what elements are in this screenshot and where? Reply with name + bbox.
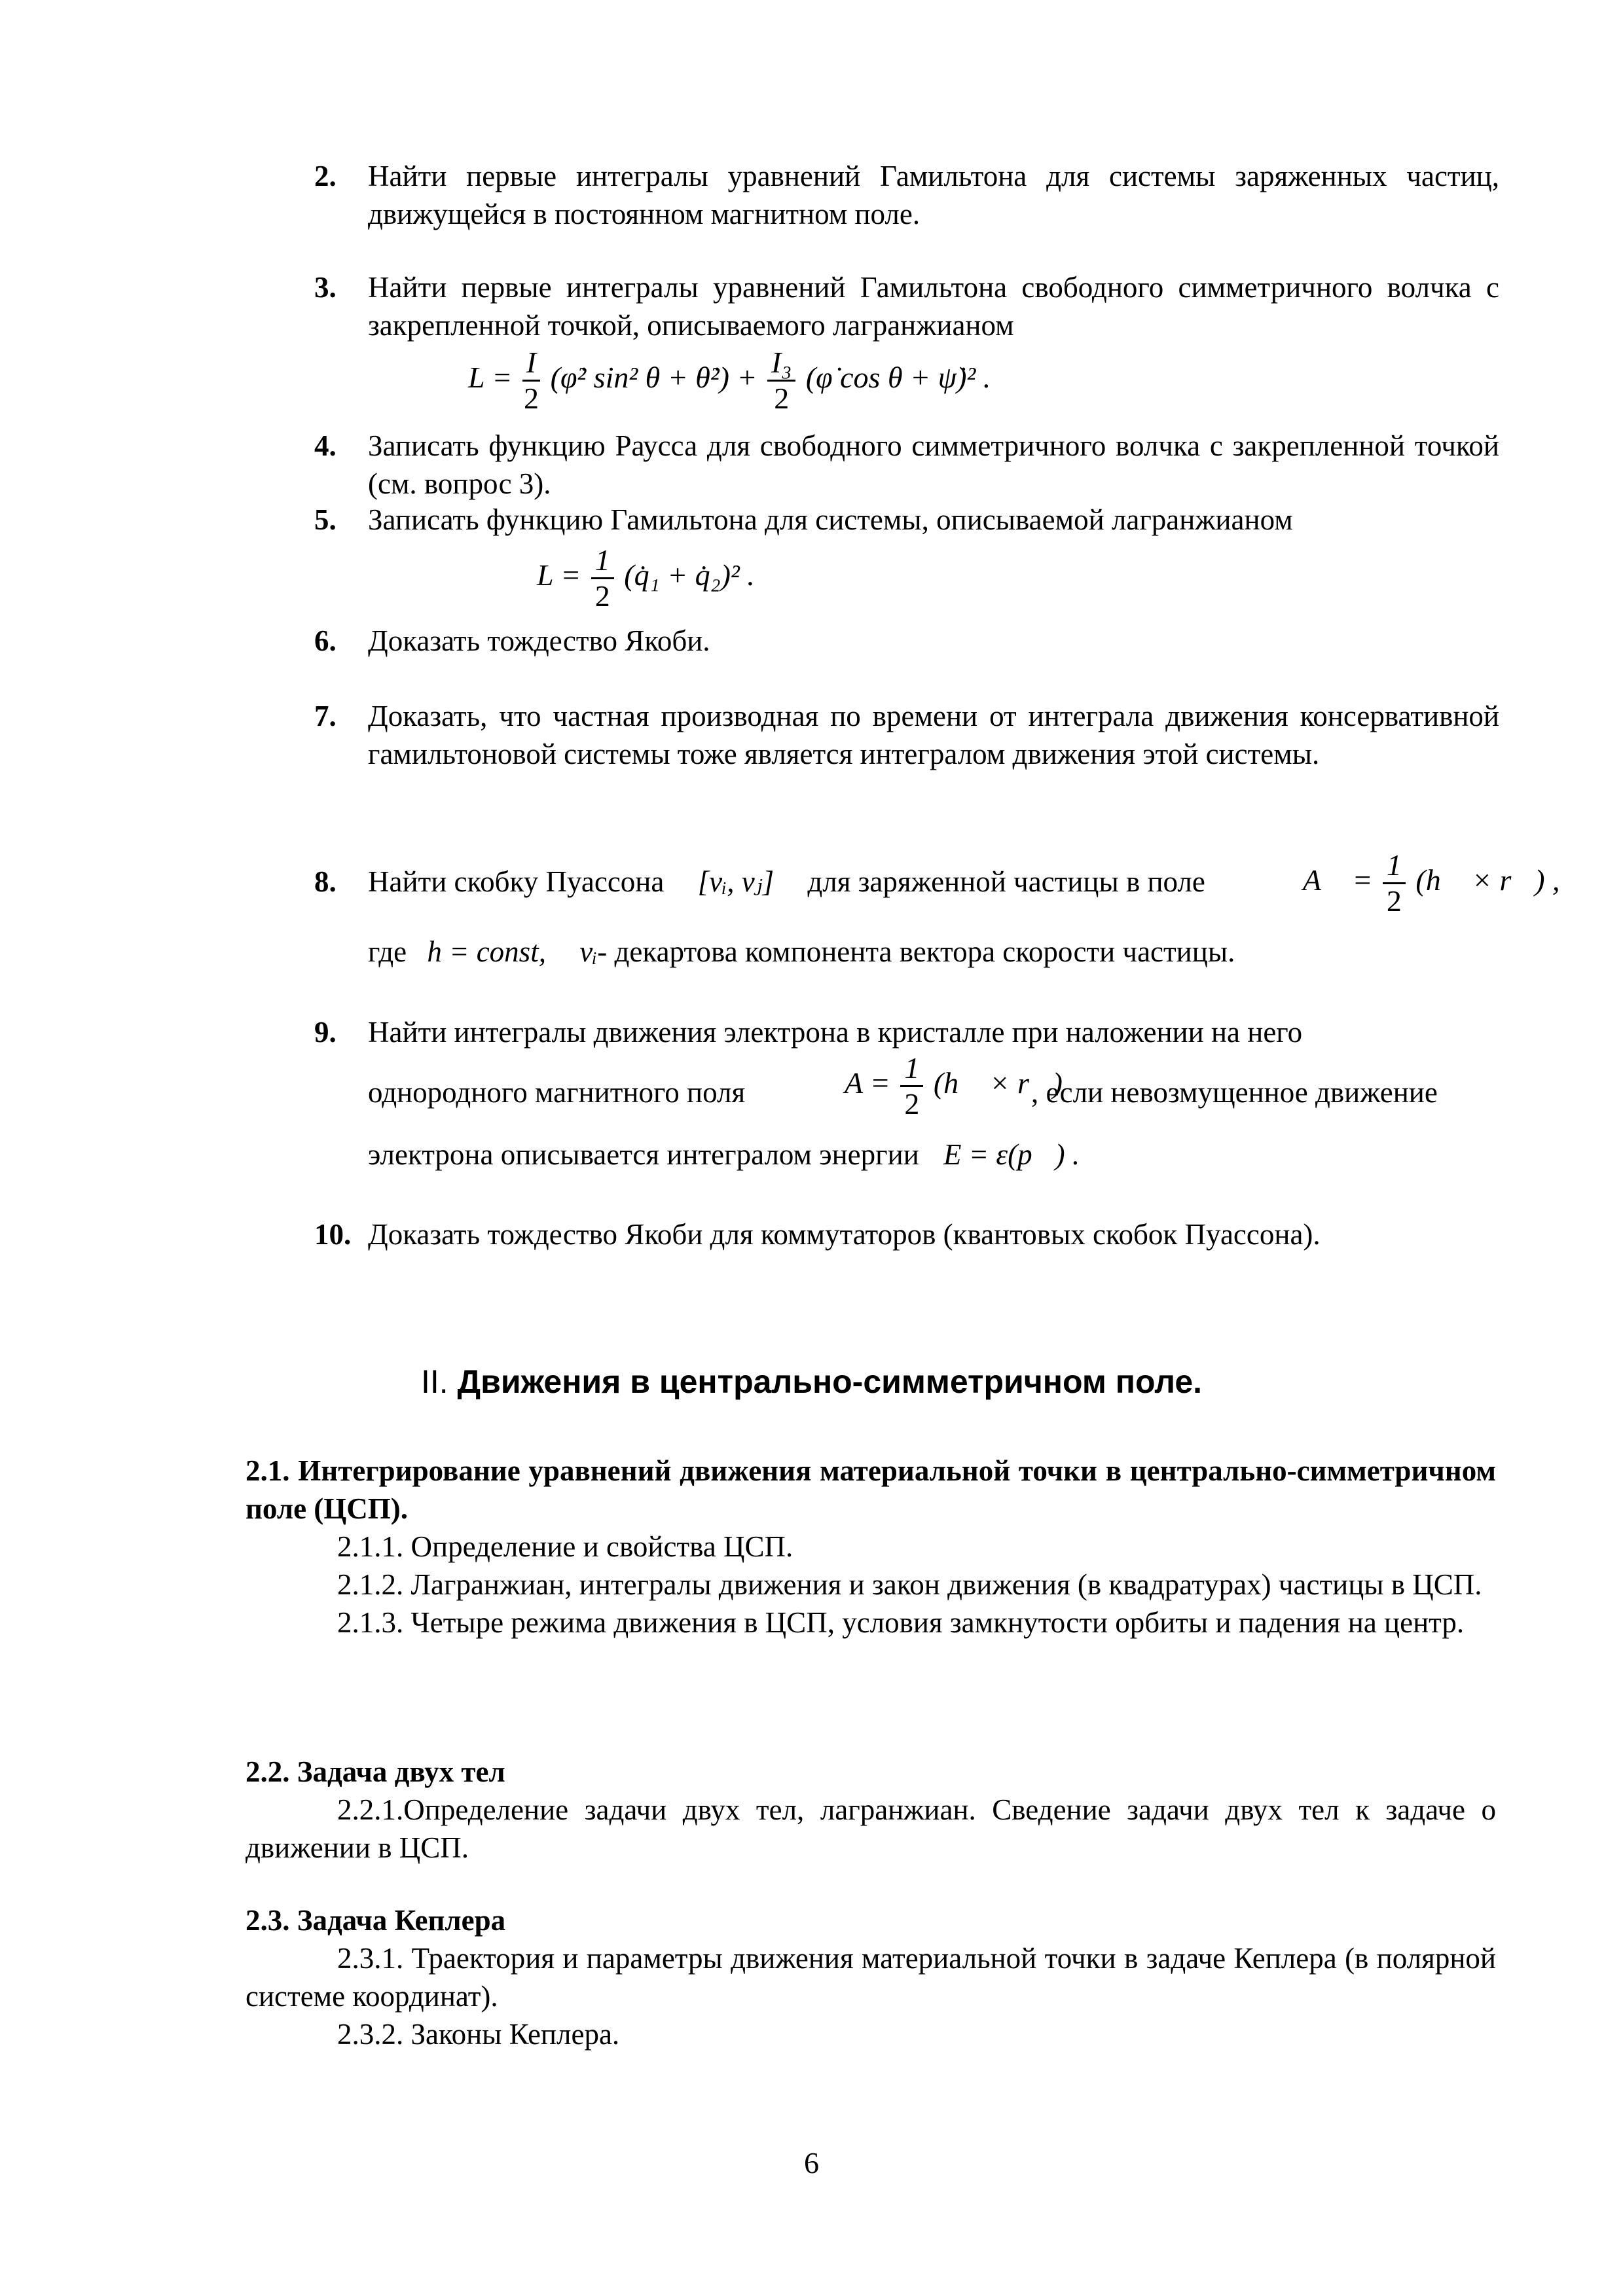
formula-lhs: A⃗ = bbox=[1303, 863, 1373, 897]
problem-number: 6. bbox=[314, 624, 337, 657]
problem-number: 2. bbox=[314, 160, 337, 192]
formula-term: (φ̇² sin² θ + θ̇²) + bbox=[550, 361, 757, 395]
toc-subitem: 2.2.1.Определение задачи двух тел, лагранжиан. Сведение задачи двух тел к задаче о движении в ЦСП. bbox=[246, 1793, 1496, 1864]
formula-term: (φ̇ cos θ + ψ̇)² . bbox=[805, 361, 991, 395]
toc-item-2-2 bbox=[246, 1753, 1496, 1867]
problem-6 bbox=[314, 622, 1499, 660]
problem-9-line-2-rest bbox=[1031, 1073, 1499, 1111]
formula-lhs: L = bbox=[468, 361, 513, 395]
formula-vector-potential-8 bbox=[1303, 848, 1560, 918]
denominator: 2 bbox=[1386, 884, 1402, 918]
section-heading bbox=[0, 1363, 1623, 1401]
problem-text-part: , если невозмущенное движение bbox=[1031, 1076, 1438, 1109]
problem-text-part: электрона описывается интегралом энергии bbox=[368, 1138, 919, 1171]
problem-text: Доказать тождество Якоби для коммутаторов (квантовых скобок Пуассона). bbox=[368, 1218, 1321, 1251]
problem-text: Записать функцию Гамильтона для системы, описываемой лагранжианом bbox=[368, 503, 1293, 536]
numerator: I₃ bbox=[767, 346, 795, 382]
problem-text: Записать функцию Раусса для свободного симметричного волчка с закрепленной точкой (см. вопрос 3). bbox=[368, 429, 1499, 500]
fraction bbox=[767, 346, 795, 416]
denominator: 2 bbox=[523, 382, 539, 415]
problem-9 bbox=[314, 1013, 1499, 1051]
denominator: 2 bbox=[594, 579, 610, 613]
problem-number: 9. bbox=[314, 1016, 337, 1049]
fraction bbox=[522, 346, 540, 416]
numerator: 1 bbox=[1383, 848, 1406, 884]
problem-number: 10. bbox=[314, 1218, 352, 1251]
problem-number: 8. bbox=[314, 865, 337, 898]
formula-lhs: A = bbox=[845, 1066, 890, 1100]
fraction bbox=[900, 1051, 923, 1121]
problem-text: Доказать, что частная производная по времени от интеграла движения консервативной гамильтоновой системы тоже является интегралом движения этой системы. bbox=[368, 700, 1499, 770]
numerator: 1 bbox=[591, 543, 614, 579]
formula-vector-potential-9 bbox=[845, 1051, 1063, 1121]
poisson-bracket: [vᵢ, vⱼ] bbox=[697, 865, 775, 898]
toc-subitem: 2.3.2. Законы Кеплера. bbox=[337, 2018, 620, 2051]
problem-number: 5. bbox=[314, 503, 337, 536]
section-roman-numeral: II. bbox=[420, 1363, 448, 1400]
problem-8-line-2 bbox=[314, 933, 1499, 971]
numerator: I bbox=[522, 346, 540, 382]
denominator: 2 bbox=[774, 382, 790, 415]
math-velocity: vᵢ bbox=[579, 935, 598, 968]
math-constant: h = const, bbox=[427, 935, 546, 968]
problem-text: Найти первые интегралы уравнений Гамильтона для системы заряженных частиц, движущейся в постоянном магнитном поле. bbox=[368, 160, 1499, 230]
fraction bbox=[1383, 848, 1406, 918]
problem-text-part: Найти скобку Пуассона bbox=[368, 865, 665, 898]
problem-number: 7. bbox=[314, 700, 337, 732]
problem-text-part: - декартова компонента вектора скорости частицы. bbox=[597, 935, 1235, 968]
problem-number: 4. bbox=[314, 429, 337, 462]
toc-item-2-1 bbox=[246, 1452, 1496, 1641]
fraction bbox=[591, 543, 614, 613]
problem-4 bbox=[314, 427, 1499, 503]
problem-text-part: где bbox=[368, 935, 407, 968]
formula-term: (q̇₁ + q̇₂)² . bbox=[624, 558, 755, 592]
toc-subitem: 2.1.1. Определение и свойства ЦСП. bbox=[337, 1530, 793, 1563]
problem-10 bbox=[314, 1215, 1499, 1253]
toc-heading: 2.2. Задача двух тел bbox=[246, 1755, 505, 1788]
toc-heading: 2.1. Интегрирование уравнений движения материальной точки в центрально-симметричном поле (ЦСП). bbox=[246, 1454, 1496, 1525]
formula-term: (h⃗ × r⃗) bbox=[933, 1066, 1063, 1100]
toc-subitem: 2.1.2. Лагранжиан, интегралы движения и закон движения (в квадратурах) частицы в ЦСП. bbox=[337, 1568, 1482, 1601]
problem-text-part: для заряженной частицы в поле bbox=[807, 865, 1205, 898]
section-title: Движения в центрально-симметричном поле. bbox=[457, 1363, 1203, 1400]
problem-9-line-3 bbox=[314, 1136, 1499, 1174]
page-number: 6 bbox=[804, 2146, 819, 2179]
problem-7 bbox=[314, 697, 1499, 773]
problem-5 bbox=[314, 501, 1499, 539]
formula-lagrangian-top bbox=[468, 346, 991, 416]
toc-heading: 2.3. Задача Кеплера bbox=[246, 1904, 506, 1937]
toc-subitem: 2.1.3. Четыре режима движения в ЦСП, условия замкнутости орбиты и падения на центр. bbox=[337, 1606, 1465, 1639]
problem-3 bbox=[314, 268, 1499, 344]
toc-subitem: 2.3.1. Траектория и параметры движения материальной точки в задаче Кеплера (в полярной системе координат). bbox=[246, 1942, 1496, 2013]
denominator: 2 bbox=[904, 1087, 920, 1121]
math-energy: E = ε(p⃗) . bbox=[943, 1138, 1080, 1171]
numerator: 1 bbox=[900, 1051, 923, 1087]
problem-text: Найти первые интегралы уравнений Гамильтона свободного симметричного волчка с закрепленной точкой, описываемого лагранжианом bbox=[368, 271, 1499, 342]
toc-item-2-3 bbox=[246, 1901, 1496, 2053]
problem-text: Найти интегралы движения электрона в кристалле при наложении на него bbox=[368, 1016, 1303, 1049]
formula-lhs: L = bbox=[537, 558, 581, 592]
formula-term: (h⃗ × r⃗) , bbox=[1415, 863, 1560, 897]
problem-text-part: однородного магнитного поля bbox=[368, 1076, 746, 1109]
formula-lagrangian-5 bbox=[537, 543, 755, 613]
problem-2 bbox=[314, 157, 1499, 233]
problem-text: Доказать тождество Якоби. bbox=[368, 624, 710, 657]
problem-number: 3. bbox=[314, 271, 337, 304]
